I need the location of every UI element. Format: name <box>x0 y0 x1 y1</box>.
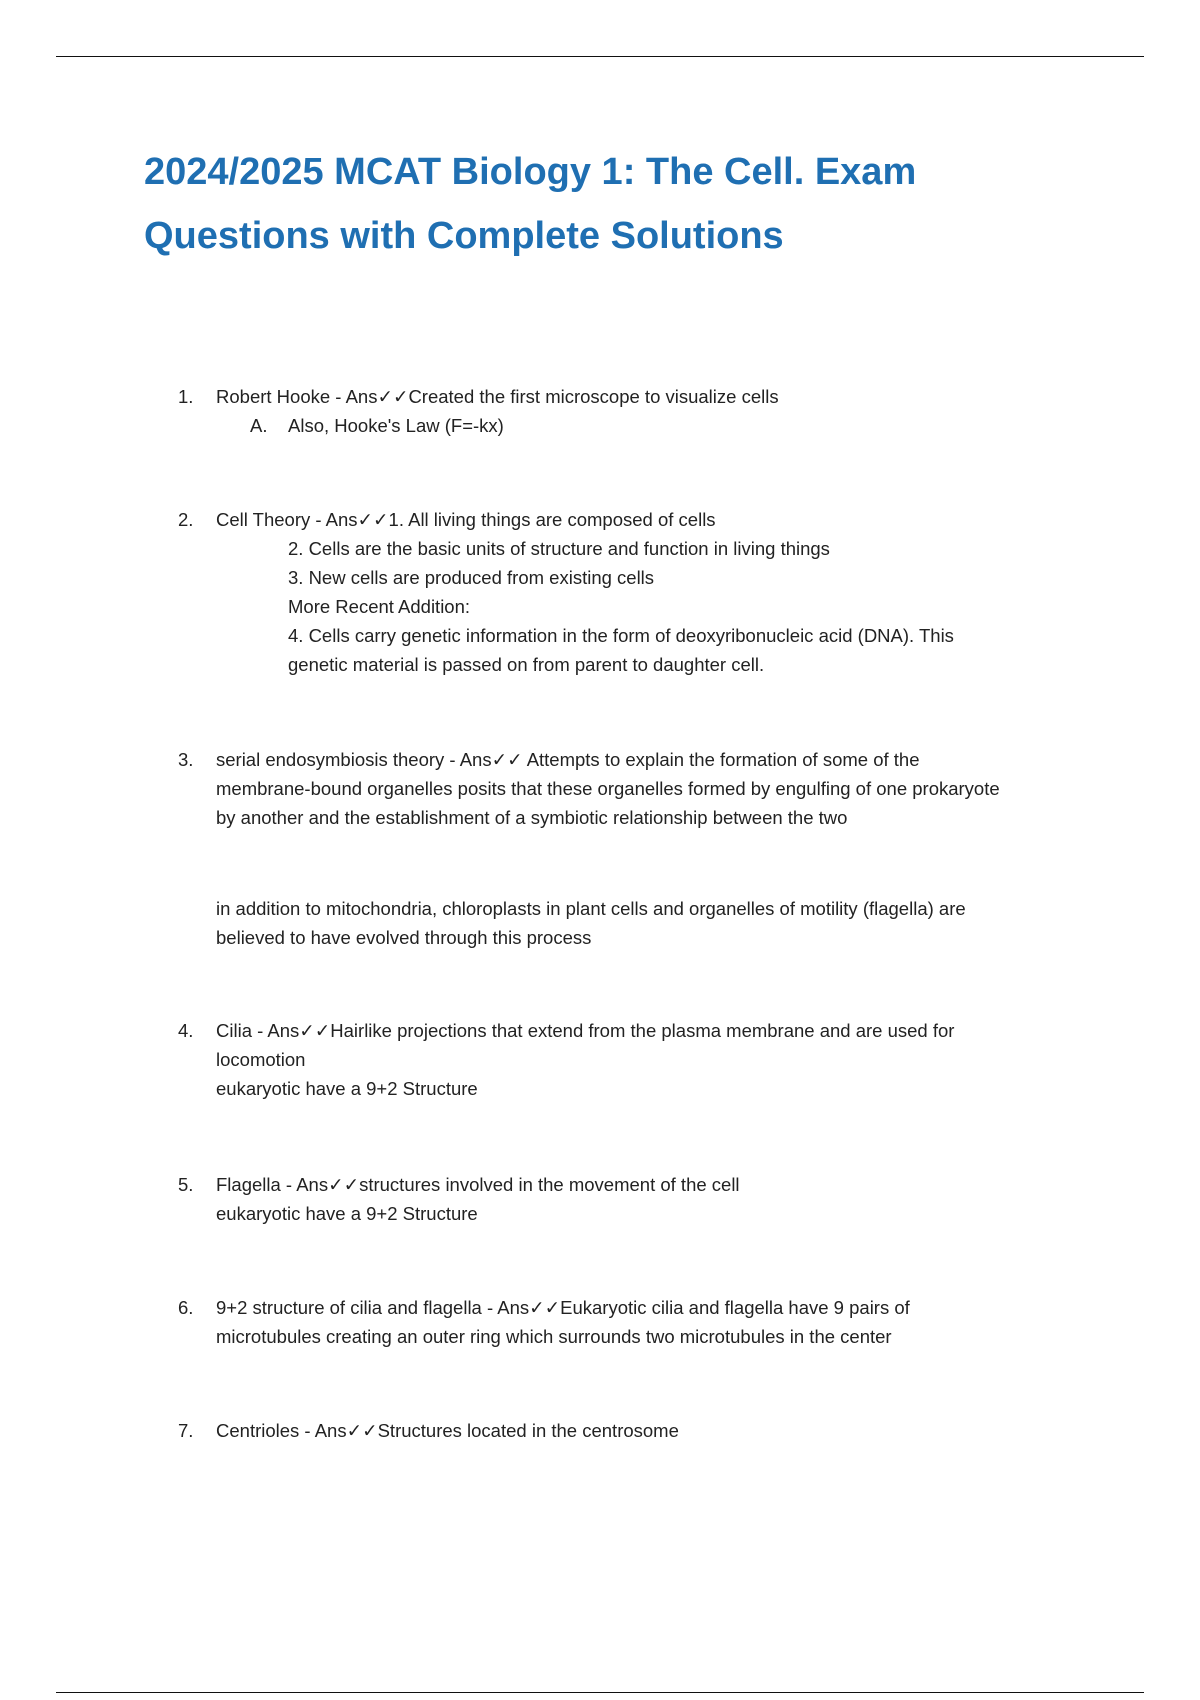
answer-line: by another and the establishment of a symbiotic relationship between the two <box>216 807 848 828</box>
answer-line: eukaryotic have a 9+2 Structure <box>216 1078 478 1099</box>
answer-line: microtubules creating an outer ring which surrounds two microtubules in the center <box>216 1326 892 1347</box>
question-number: 2. <box>178 509 194 530</box>
answer-line: 3. New cells are produced from existing cells <box>288 567 655 588</box>
question-text: serial endosymbiosis theory - Ans✓✓ Attempts to explain the formation of some of the <box>216 749 920 770</box>
question-number: 7. <box>178 1420 194 1441</box>
answer-line: genetic material is passed on from parent to daughter cell. <box>288 654 765 675</box>
question-text: Centrioles - Ans✓✓Structures located in the centrosome <box>216 1420 679 1441</box>
question-text: 9+2 structure of cilia and flagella - Ans✓✓Eukaryotic cilia and flagella have 9 pairs of <box>216 1297 910 1318</box>
answer-line: believed to have evolved through this process <box>216 927 592 948</box>
question-number: 4. <box>178 1020 194 1041</box>
question-text: Cilia - Ans✓✓Hairlike projections that extend from the plasma membrane and are used for <box>216 1020 955 1041</box>
answer-line: eukaryotic have a 9+2 Structure <box>216 1203 478 1224</box>
answer-line: 2. Cells are the basic units of structure and function in living things <box>288 538 830 559</box>
title-line-2: Questions with Complete Solutions <box>144 215 784 257</box>
answer-line: 4. Cells carry genetic information in the form of deoxyribonucleic acid (DNA). This <box>288 625 954 646</box>
answer-line: membrane-bound organelles posits that these organelles formed by engulfing of one prokaryote <box>216 778 1000 799</box>
page-title <box>144 140 1104 268</box>
answer-extra <box>216 894 1096 952</box>
title-line-1: 2024/2025 MCAT Biology 1: The Cell. Exam <box>144 151 917 193</box>
question-text: Robert Hooke - Ans✓✓Created the first microscope to visualize cells <box>216 386 779 407</box>
answer-line: More Recent Addition: <box>288 596 471 617</box>
question-number: 5. <box>178 1174 194 1195</box>
answer-continuation <box>288 534 1088 679</box>
bottom-rule <box>56 1692 1144 1693</box>
question-number: 3. <box>178 749 194 770</box>
question-number: 6. <box>178 1297 194 1318</box>
question-number: 1. <box>178 386 194 407</box>
subitem-marker: A. <box>250 415 268 436</box>
answer-line: locomotion <box>216 1049 306 1070</box>
top-rule <box>56 56 1144 57</box>
question-text: Cell Theory - Ans✓✓1. All living things are composed of cells <box>216 509 716 530</box>
subitem-text: Also, Hooke's Law (F=-kx) <box>288 415 504 436</box>
answer-line: in addition to mitochondria, chloroplasts in plant cells and organelles of motility (flagella) are <box>216 898 966 919</box>
question-text: Flagella - Ans✓✓structures involved in the movement of the cell <box>216 1174 740 1195</box>
